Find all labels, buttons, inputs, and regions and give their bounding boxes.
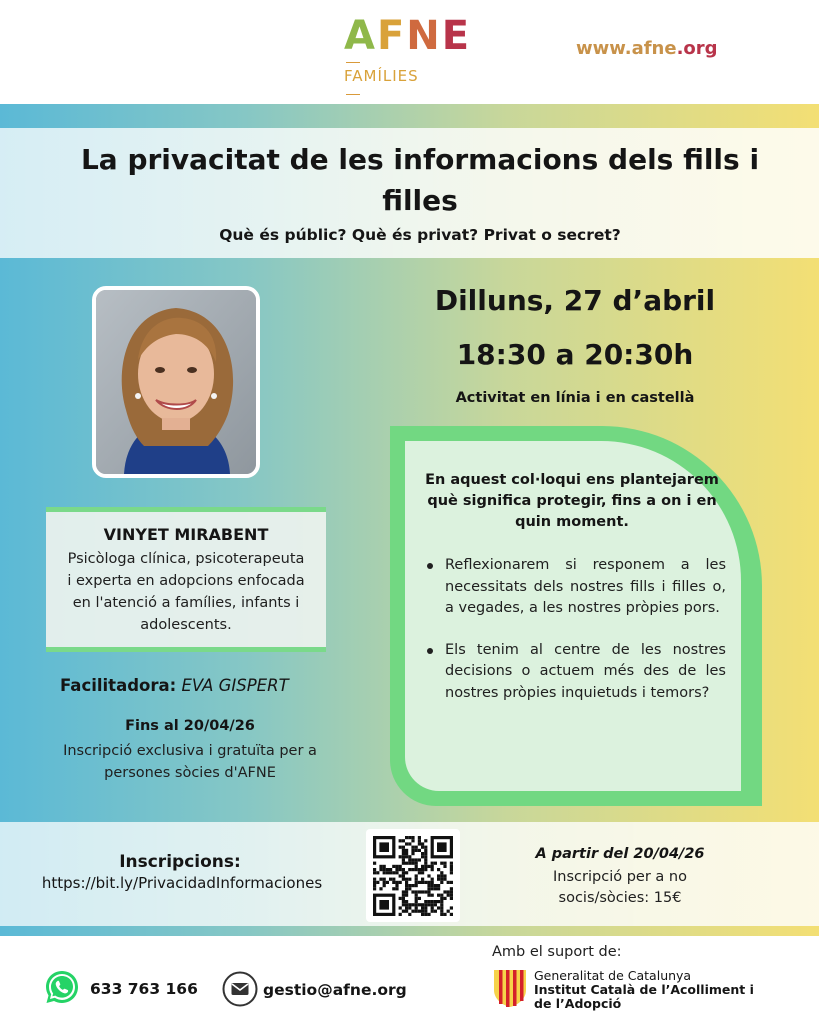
event-date: Dilluns, 27 d’abril: [434, 284, 716, 317]
header: [0, 0, 819, 104]
logo-wordmark: AFNE: [344, 13, 472, 59]
registration-link[interactable]: https://bit.ly/PrivacidadInformaciones: [41, 874, 323, 892]
registration-price-note: Inscripció per a no socis/sòcies: 15€: [553, 869, 687, 906]
email-address[interactable]: gestio@afne.org: [263, 981, 407, 999]
speaker-name: VINYET MIRABENT: [103, 525, 269, 544]
description-lead: En aquest col·loqui ens plantejarem què significa protegir, fins a on i en quin moment.: [425, 472, 719, 530]
deadline-title: Fins al 20/04/26: [125, 718, 255, 734]
facilitator-name: EVA GISPERT: [181, 676, 289, 695]
phone-number[interactable]: 633 763 166: [90, 980, 198, 998]
description-bullet: Reflexionarem si responem a les necessitats dels nostres fills i filles o, a vegades, a les nostres pròpies pors.: [426, 555, 726, 620]
website-link-tld: .org: [676, 38, 718, 59]
support-label: Amb el suport de:: [492, 944, 622, 960]
description-bullet: Els tenim al centre de les nostres decisions o actuem més des de les nostres pròpies inquietuds i temors?: [426, 640, 726, 705]
facilitator: [60, 676, 289, 695]
registration-label: Inscripcions:: [119, 852, 241, 872]
logo-dash-top: [346, 62, 360, 63]
registration-from-date: A partir del 20/04/26: [535, 846, 705, 862]
logo-dash-bottom: [346, 94, 360, 95]
whatsapp-icon[interactable]: [44, 969, 80, 1005]
envelope-icon[interactable]: [222, 971, 258, 1007]
facilitator-label: Facilitadora:: [60, 676, 177, 695]
logo-subtitle: FAMÍLIES: [344, 67, 419, 85]
afne-logo[interactable]: [344, 14, 484, 98]
generalitat-text: [534, 969, 774, 1011]
speaker-photo: [92, 286, 260, 478]
generalitat-logo: [492, 968, 528, 1008]
generalitat-name: Generalitat de Catalunya: [534, 968, 692, 983]
website-link-main: www.afne: [576, 38, 677, 59]
event-subtitle: Què és públic? Què és privat? Privat o secret?: [219, 226, 621, 244]
speaker-card: [46, 507, 326, 652]
qr-code[interactable]: [366, 829, 460, 922]
event-mode: Activitat en línia i en castellà: [455, 390, 695, 406]
website-link[interactable]: [576, 38, 718, 59]
event-time: 18:30 a 20:30h: [456, 338, 694, 371]
speaker-description: Psicòloga clínica, psicoterapeuta i experta en adopcions enfocada en l'atenció a famílies, infants i adolescents.: [67, 551, 305, 633]
institut-name: Institut Català de l’Acolliment i de l’Adopció: [534, 982, 754, 1011]
deadline-note: Inscripció exclusiva i gratuïta per a persones sòcies d'AFNE: [63, 743, 317, 781]
description-list: [426, 555, 726, 724]
event-title: La privacitat de les informacions dels fills i filles: [80, 143, 760, 217]
